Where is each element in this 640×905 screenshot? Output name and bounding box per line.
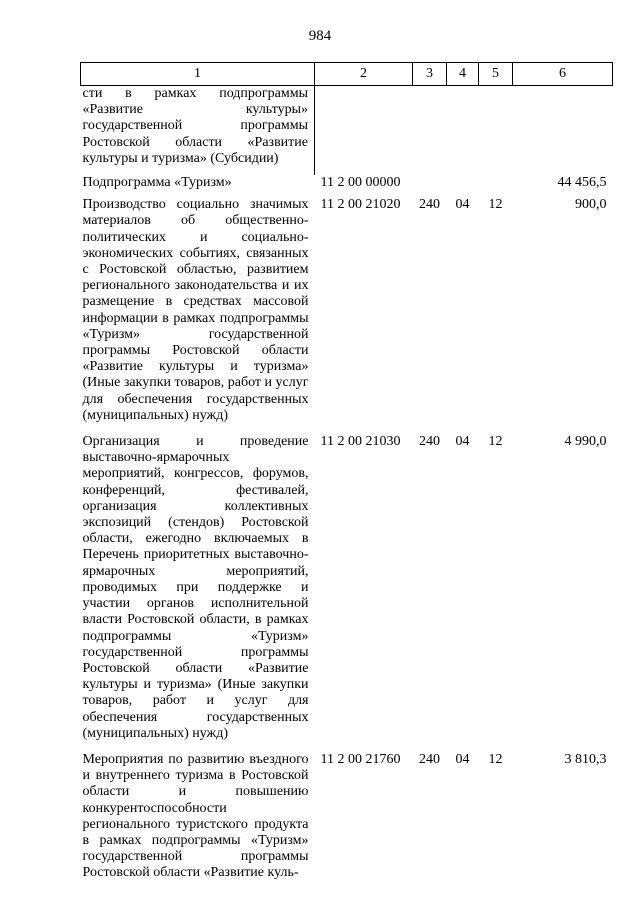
row-subsection xyxy=(479,175,513,197)
row-amount: 3 810,3 xyxy=(564,751,607,767)
row-description: сти в рамках подпрограммы «Развитие культуры» государственной программы Ростовской области «Развитие культуры и туризма» (Субсидии) xyxy=(81,86,315,176)
row-subsection: 12 xyxy=(488,434,503,450)
row-section xyxy=(447,175,479,197)
page-number: 984 xyxy=(308,28,332,44)
row-code: 11 2 00 21030 xyxy=(320,434,401,450)
header-col-5: 5 xyxy=(479,63,513,86)
header-col-2: 2 xyxy=(315,63,413,86)
row-code xyxy=(315,86,413,176)
row-expense-type: 240 xyxy=(419,751,440,767)
row-expense-type: 240 xyxy=(419,434,440,450)
row-subsection: 12 xyxy=(488,751,503,767)
row-amount xyxy=(513,86,613,176)
header-col-1: 1 xyxy=(81,63,315,86)
row-expense-type xyxy=(413,86,447,176)
row-description: Производство социально значимых материалов об общественно-политических и социально-экономических событиях, связанных с Ростовской областью, развитием регионального законодательства и их размещение в средствах массовой информации в рамках подпрограммы «Туризм» государственной программы Ростовской области «Развитие культуры и туризма» (Иные закупки товаров, работ и услуг для обеспечения государственных (муниципальных) нужд) xyxy=(82,197,309,423)
table-body xyxy=(81,86,613,882)
row-description: Подпрограмма «Туризм» xyxy=(82,175,232,191)
row-subsection: 12 xyxy=(488,197,503,213)
header-col-6: 6 xyxy=(513,63,613,86)
table-row xyxy=(81,197,613,434)
table-row xyxy=(81,175,613,197)
row-section xyxy=(447,86,479,176)
row-section: 04 xyxy=(455,197,470,213)
table-row xyxy=(81,434,613,752)
row-description: Мероприятия по развитию въездного и внутреннего туризма в Ростовской области и повышению конкурентоспособности регионального туристского продукта в рамках подпрограммы «Туризм» государственной программы Ростовской области «Развитие куль- xyxy=(82,751,309,881)
row-amount: 4 990,0 xyxy=(564,434,607,450)
table-header xyxy=(81,63,613,86)
row-expense-type: 240 xyxy=(419,197,440,213)
row-code: 11 2 00 00000 xyxy=(320,175,401,191)
header-row xyxy=(81,63,613,86)
row-subsection xyxy=(479,86,513,176)
table-row xyxy=(81,86,613,176)
row-section: 04 xyxy=(455,751,470,767)
row-description: Организация и проведение выставочно-ярмарочных мероприятий, конгрессов, форумов, конференций, фестивалей, организация коллективных экспозиций (стендов) Ростовской области, ежегодно включаемых в Перечень приоритетных выставочно-ярмарочных мероприятий, проводимых при поддержке и участии органов исполнительной власти Ростовской области, в рамках подпрограммы «Туризм» государственной программы Ростовской области «Развитие культуры и туризма» (Иные закупки товаров, работ и услуг для обеспечения государственных (муниципальных) нужд) xyxy=(82,434,309,741)
table-row xyxy=(81,752,613,882)
row-expense-type xyxy=(413,175,447,197)
row-amount: 900,0 xyxy=(575,197,607,213)
row-code: 11 2 00 21760 xyxy=(320,751,401,767)
row-code: 11 2 00 21020 xyxy=(320,197,401,213)
budget-table xyxy=(80,62,613,882)
header-col-3: 3 xyxy=(413,63,447,86)
header-col-4: 4 xyxy=(447,63,479,86)
row-amount: 44 456,5 xyxy=(557,175,607,191)
row-section: 04 xyxy=(455,434,470,450)
